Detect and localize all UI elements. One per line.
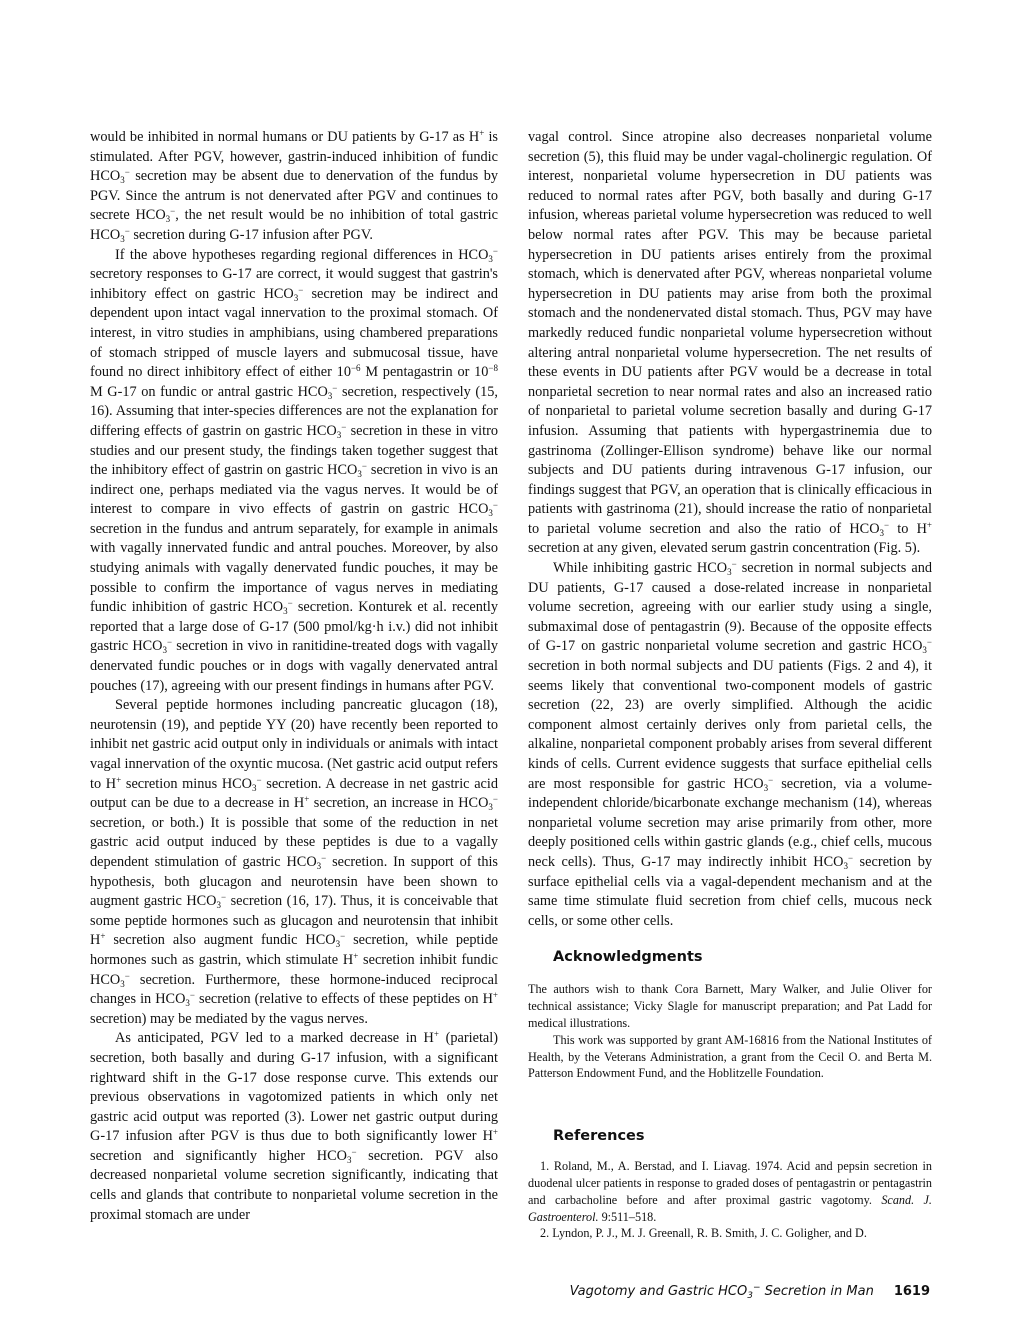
references-heading: References [553, 1128, 645, 1145]
page-number: 1619 [893, 1284, 930, 1299]
reference-item: 2. Lyndon, P. J., M. J. Greenall, R. B. Smith, J. C. Goligher, and D. [540, 1226, 867, 1241]
reference-list [528, 1158, 932, 1242]
paragraph: vagal control. Since atropine also decreases nonparietal volume secretion (5), this fluid may be under vagal-cholinergic regulation. Of interest, nonparietal volume hypersecretion in DU patients was reduced to normal rates after PGV, both basally and during G-17 infusion, whereas parietal volume hypersecretion was reduced to well below normal rates after PGV. This may be because parietal hypersecretion in DU patients arises entirely from the proximal stomach, which is denervated after PGV, whereas nonparietal volume hypersecretion in DU patients may arise from both the proximal stomach and the nondenervated distal stomach. Thus, PGV may have markedly reduced fundic nonparietal volume hypersecretion without altering antral nonparietal volume hypersecretion. The net results of these events in DU patients after PGV would be a decrease in total nonparietal secretion to near normal rates and also an increased ratio of nonparietal to parietal volume secretion basally and during G-17 infusion. Assuming that patients with hypergastrinemia due to gastrinoma (Zollinger-Ellison syndrome) behave like our normal subjects and DU patients during intravenous G-17 infusion, our findings suggest that PGV, an operation that is clinically efficacious in patients with gastrinoma (21), should increase the ratio of nonparietal to parietal volume secretion and also the ratio of $HCO_3^-$ to H+ secretion at any given, elevated serum gastrin concentration (Fig. 5). [528, 129, 932, 557]
page-footer [560, 1284, 930, 1299]
left-column [90, 128, 498, 1225]
acknowledgments-heading: Acknowledgments [553, 949, 703, 966]
right-column [528, 128, 932, 1242]
paragraph: This work was supported by grant AM-16816 from the National Institutes of Health, by the Veterans Administration, a grant from the Cecil O. and Berta M. Patterson Endowment Fund, and the Hoblitzelle Foundation. [528, 1032, 932, 1081]
paragraph: As anticipated, PGV led to a marked decrease in H+ (parietal) secretion, both basally and during G-17 infusion, with a significant rightward shift in the G-17 dose response curve. This extends our previous observations in vagotomized patients in which only net gastric acid output was reported (3). Lower net gastric output during G-17 infusion after PGV is thus due to both significantly lower H+ secretion and significantly higher $HCO_3^-$ secretion. PGV also decreased nonparietal volume secretion significantly, indicating that cells and glands that contribute to nonparietal volume secretion in the proximal stomach are under [90, 1029, 498, 1223]
acknowledgments-section [528, 981, 932, 1082]
paragraph: While inhibiting gastric $HCO_3^-$ secretion in normal subjects and DU patients, G-17 caused a dose-related increase in nonparietal volume secretion, agreeing with our earlier study using a single, submaximal dose of pentagastrin (9). Because of the opposite effects of G-17 on gastric nonparietal volume secretion and gastric $HCO_3^-$ secretion in both normal subjects and DU patients (Figs. 2 and 4), it seems likely that conventional two-component models of gastric secretion (22, 23) are overly simplified. Although the acidic component almost certainly derives only from parietal cells, the alkaline, nonparietal component probably arises from several different kinds of cells. Current evidence suggests that surface epithelial cells are most responsible for gastric $HCO_3^-$ secretion, via a volume-independent chloride/bicarbonate exchange mechanism (14), whereas nonparietal volume secretion may arise primarily from other, more deeply positioned cells within gastric glands (e.g., chief cells, mucous neck cells). Thus, G-17 may indirectly inhibit $HCO_3^-$ secretion by surface epithelial cells via a vagal-dependent mechanism and at the same time stimulate fluid secretion from chief cells, mucous neck cells, or some other cells. [528, 559, 932, 929]
reference-item: 1. Roland, M., A. Berstad, and I. Liavag. 1974. Acid and pepsin secretion in duodenal ulcer patients in response to graded doses of pentagastrin or pentagastrin and carbacholine before and after proximal gastric vagotomy. Scand. J. Gastroenterol. 9:511–518. [528, 1159, 932, 1224]
paragraph: The authors wish to thank Cora Barnett, Mary Walker, and Julie Oliver for technical assistance; Vicky Slagle for manuscript preparation; and Pat Ladd for medical illustrations. [528, 982, 932, 1030]
running-title: Vagotomy and Gastric $HCO_3^-$ Secretion in Man [569, 1283, 874, 1301]
paragraph: would be inhibited in normal humans or DU patients by G-17 as H+ is stimulated. After PGV, however, gastrin-induced inhibition of fundic $HCO_3^-$ secretion may be absent due to denervation of the fundus by PGV. Since the antrum is not denervated after PGV and continues to secrete $HCO_3^-$, the net result would be no inhibition of total gastric $HCO_3^-$ secretion during G-17 infusion after PGV. [90, 128, 498, 244]
paragraph: If the above hypotheses regarding regional differences in $HCO_3^-$ secretory responses to G-17 are correct, it would suggest that gastrin's inhibitory effect on gastric $HCO_3^-$ secretion may be indirect and dependent upon intact vagal innervation to the proximal stomach. Of interest, in vitro studies in amphibians, using chambered preparations of stomach stripped of muscle layers and submucosal tissue, have found no direct inhibitory effect of either $10^{-6}$ M pentagastrin or $10^{-8}$ M G-17 on fundic or antral gastric $HCO_3^-$ secretion, respectively (15, 16). Assuming that inter-species differences are not the explanation for differing effects of gastrin on gastric $HCO_3^-$ secretion in these in vitro studies and our present study, the findings taken together suggest that the inhibitory effect of gastrin on gastric $HCO_3^-$ secretion in vivo is an indirect one, perhaps mediated via the vagus nerves. It would be of interest to compare in vivo effects of gastrin on gastric $HCO_3^-$ secretion in the fundus and antrum separately, for example in animals with vagally innervated fundic and antral pouches. Moreover, by also studying animals with vagally denervated fundic pouches, it may be possible to confirm the importance of vagus nerves in mediating fundic inhibition of gastric $HCO_3^-$ secretion. Konturek et al. recently reported that a large dose of G-17 (500 pmol/kg·h i.v.) did not inhibit gastric $HCO_3^-$ secretion in vivo in ranitidine-treated dogs with vagally denervated fundic pouches or in dogs with vagally denervated antral pouches (17), agreeing with our present findings in humans after PGV. [90, 245, 499, 694]
paragraph: Several peptide hormones including pancreatic glucagon (18), neurotensin (19), and peptide YY (20) have recently been reported to inhibit net gastric acid output only in individuals or animals with intact vagal innervation of the oxyntic mucosa. (Net gastric acid output refers to H+ secretion minus $HCO_3^-$ secretion. A decrease in net gastric acid output can be due to a decrease in H+ secretion, an increase in $HCO_3^-$ secretion, or both.) It is possible that some of the reduction in net gastric acid output induced by these peptides is due to a vagally dependent stimulation of gastric $HCO_3^-$ secretion. In support of this hypothesis, both glucagon and neurotensin have been shown to augment gastric $HCO_3^-$ secretion (16, 17). Thus, it is conceivable that some peptide hormones such as glucagon and neurotensin that inhibit H+ secretion also augment fundic $HCO_3^-$ secretion, while peptide hormones such as gastrin, which stimulate H+ secretion inhibit fundic $HCO_3^-$ secretion. Furthermore, these hormone-induced reciprocal changes in $HCO_3^-$ secretion (relative to effects of these peptides on H+ secretion) may be mediated by the vagus nerves. [90, 697, 499, 1027]
